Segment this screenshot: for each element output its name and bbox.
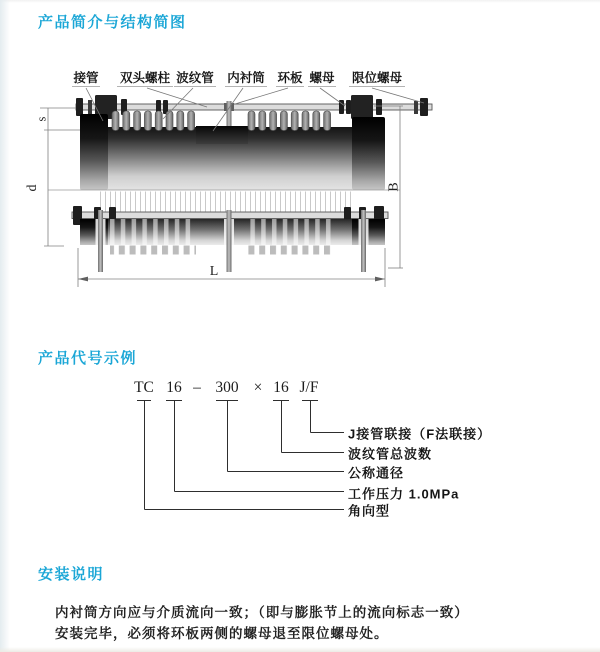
page-edge-bottom (0, 647, 600, 652)
code-annotation-type: 角向型 (348, 503, 391, 519)
section-title-code: 产品代号示例 (38, 350, 138, 367)
part-label: 螺母 (309, 71, 335, 85)
bellows-left (112, 111, 195, 131)
long-studs (98, 210, 366, 272)
part-label: 环板 (277, 71, 303, 85)
inner-liner-band (196, 126, 248, 144)
code-segment-type: TC (134, 379, 154, 396)
pipe-body (108, 127, 352, 190)
install-instruction-line: 安装完毕，必须将环板两侧的螺母退至限位螺母处。 (55, 626, 389, 641)
code-segment-dash: – (193, 379, 201, 396)
code-annotation-pressure: 工作压力 1.0MPa (348, 486, 460, 502)
code-annotation-waves: 波纹管总波数 (348, 446, 433, 462)
part-label: 波纹管 (176, 71, 214, 85)
tie-rod-top (76, 104, 432, 110)
page-edge-left (0, 0, 10, 652)
dim-label-L: L (209, 264, 219, 279)
bellows-right-lower (246, 246, 332, 255)
part-label: 内衬筒 (227, 71, 265, 85)
code-annotation-diameter: 公称通径 (348, 465, 405, 481)
bellows-right (248, 111, 331, 131)
tie-rod-bottom-nuts (73, 206, 384, 225)
dim-label-d: d (25, 184, 40, 192)
section-title-install: 安装说明 (38, 566, 105, 583)
dim-label-s: s (34, 116, 49, 122)
flange-right (352, 117, 385, 190)
code-annotation-connection: J接管联接（F法联接） (348, 426, 492, 442)
page-edge-top (0, 0, 600, 3)
part-label: 限位螺母 (351, 71, 403, 85)
part-label: 接管 (73, 71, 99, 85)
ring-plate-stud (227, 101, 232, 128)
pipe-body-lower (80, 219, 385, 245)
code-segment-times: × (253, 379, 263, 396)
code-segment-diameter: 300 (215, 379, 239, 396)
section-title-intro: 产品简介与结构简图 (38, 14, 187, 31)
tie-rod-top-nuts (76, 95, 428, 119)
bellows-farside-lines (96, 192, 352, 212)
part-leader-lines (86, 88, 424, 131)
dimension-lines (40, 106, 403, 287)
part-label: 双头螺柱 (119, 71, 171, 85)
bellows-left-lower (110, 246, 196, 255)
flange-left (80, 114, 108, 190)
tie-rod-bottom (72, 212, 388, 219)
code-segment-connection: J/F (299, 379, 319, 396)
code-segment-pressure: 16 (166, 379, 182, 396)
code-segment-waves: 16 (273, 379, 289, 396)
dim-label-B: B (386, 182, 402, 192)
dim-L-arrow-right (375, 277, 385, 282)
dim-L-arrow-left (78, 277, 88, 282)
install-instruction-line: 内衬筒方向应与介质流向一致；（即与膨胀节上的流向标志一致） (55, 605, 469, 620)
ring-plate-washer (224, 103, 234, 111)
